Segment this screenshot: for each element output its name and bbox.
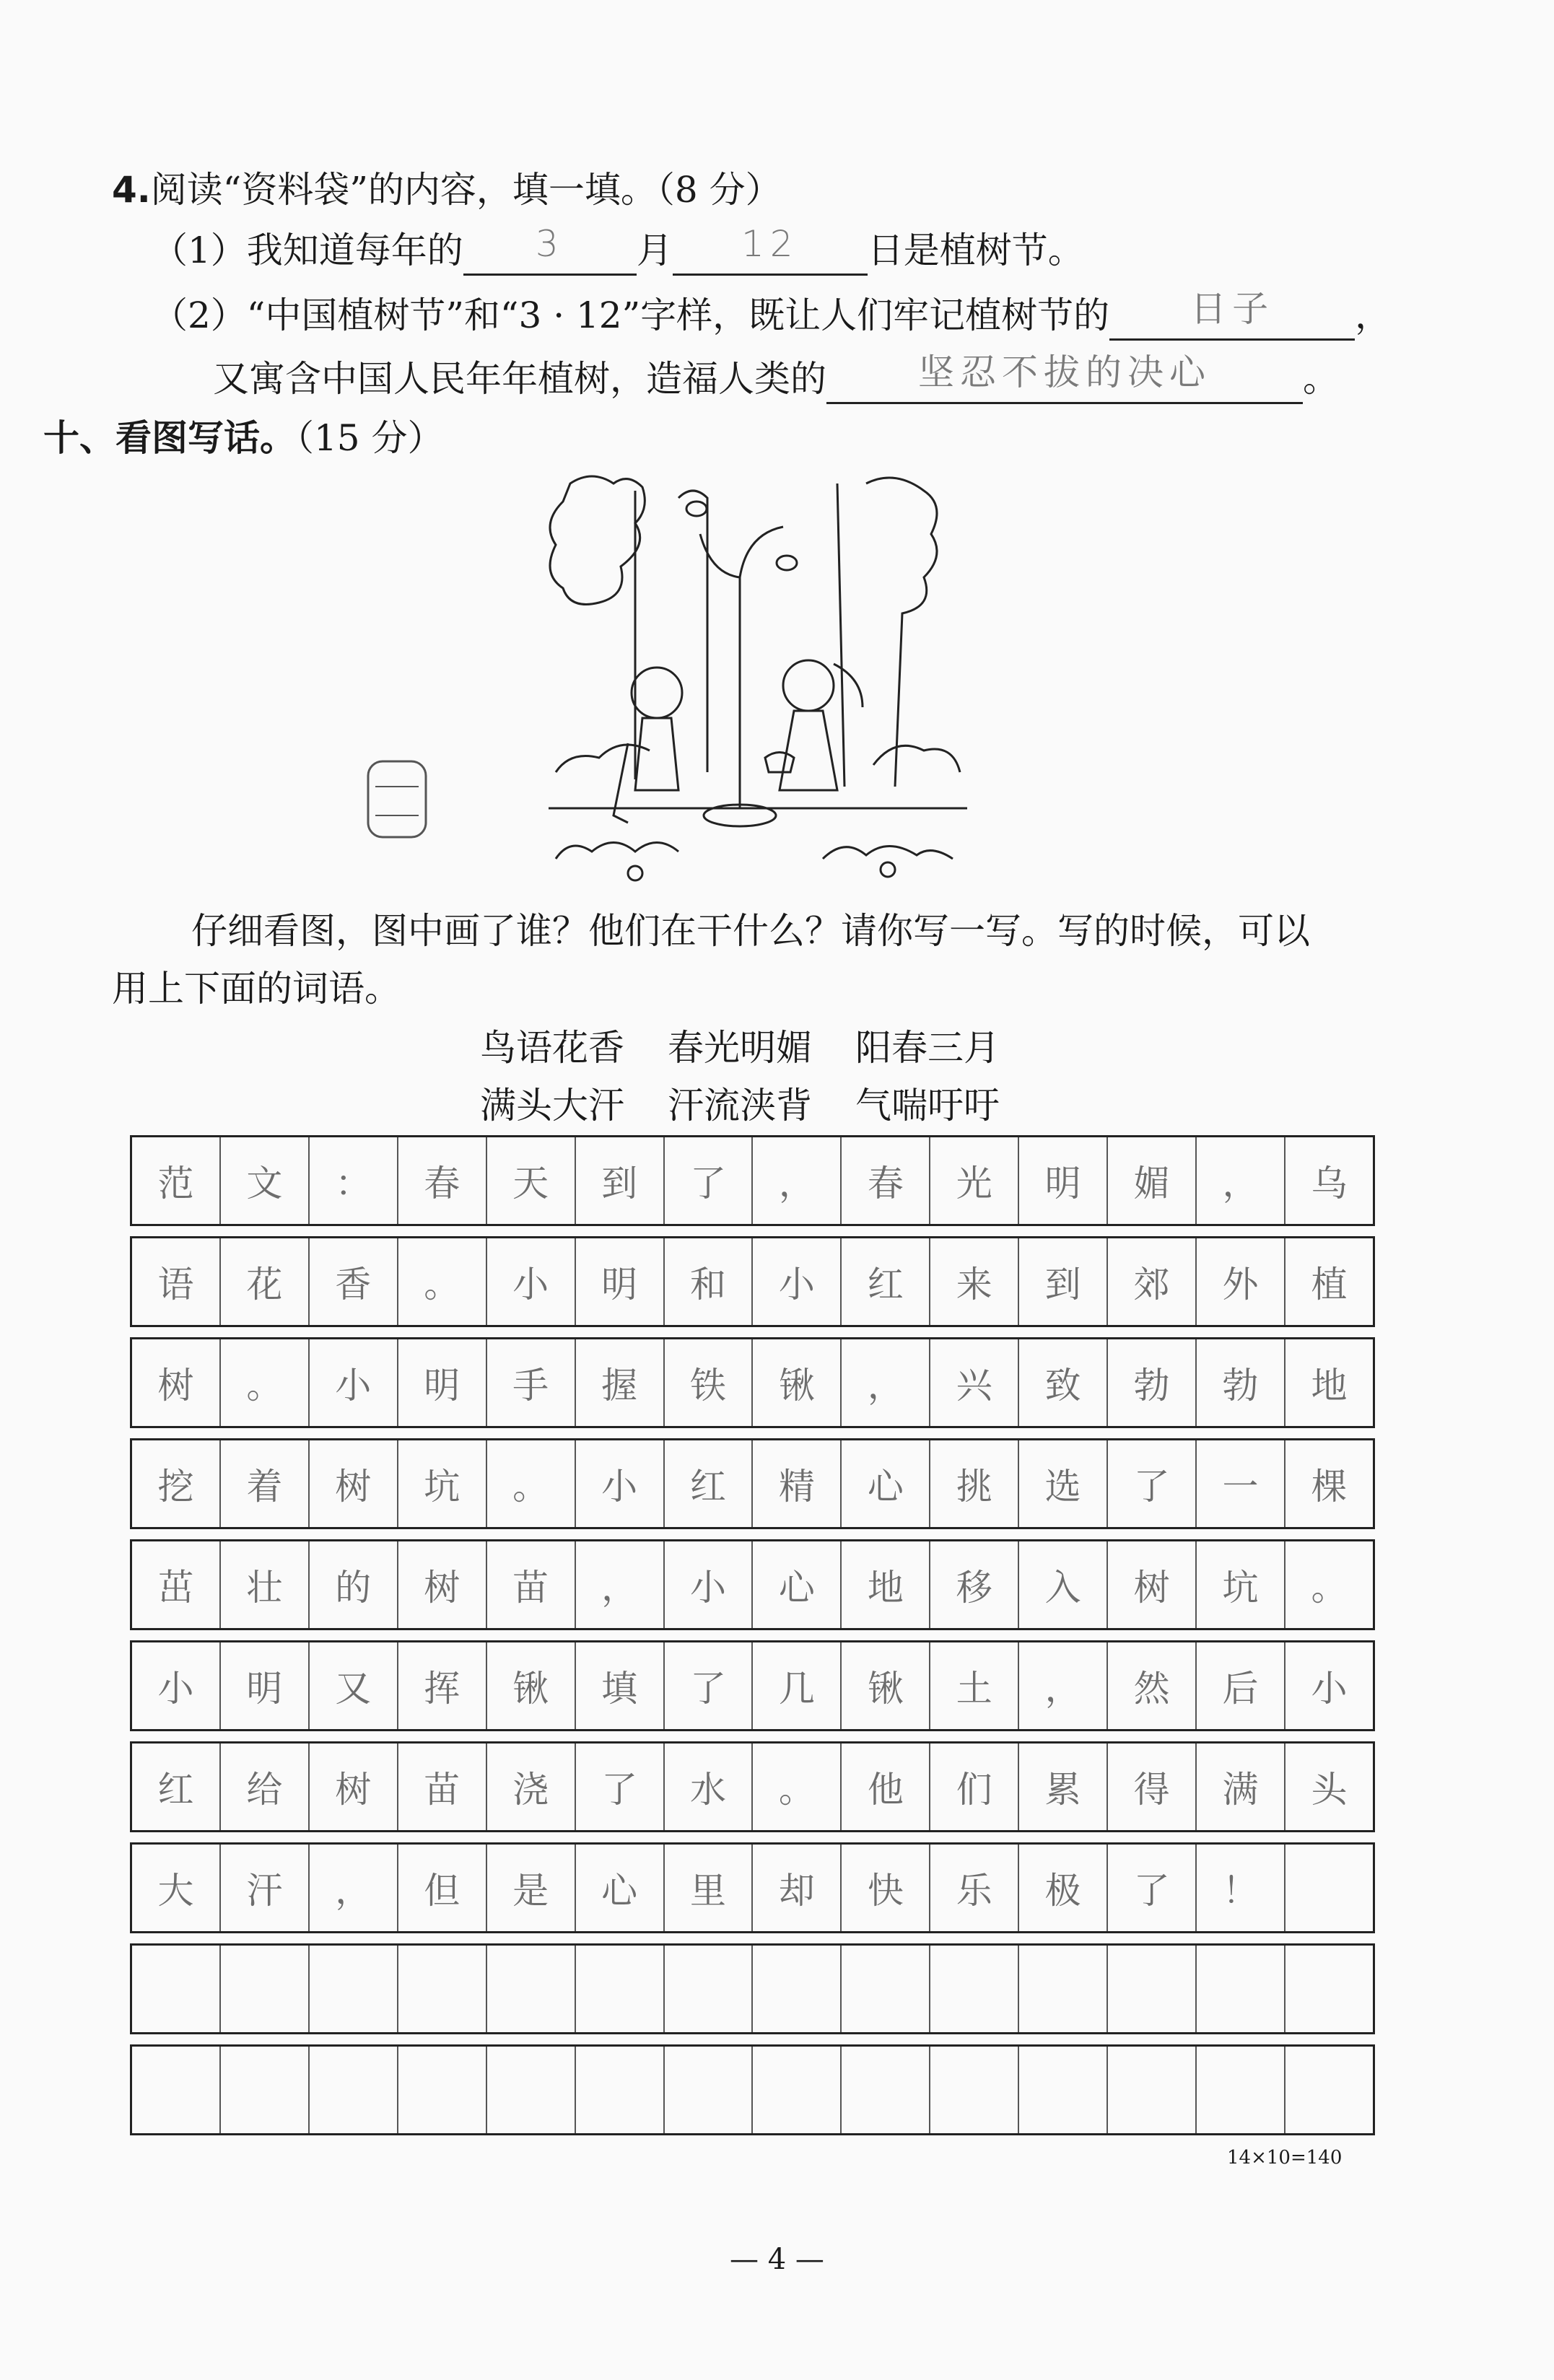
part2-suffix: ， <box>1355 294 1392 336</box>
grid-cell[interactable] <box>310 1946 398 2032</box>
word-item: 满头大汗 <box>480 1085 624 1126</box>
page-number: — 4 — <box>730 2243 824 2276</box>
grid-cell[interactable]: 然 <box>1108 1642 1197 1729</box>
grid-cell[interactable]: ， <box>753 1137 842 1224</box>
grid-cell[interactable]: 到 <box>576 1137 665 1224</box>
grid-cell[interactable]: 给 <box>221 1744 310 1830</box>
grid-cell[interactable]: 握 <box>576 1339 665 1426</box>
grid-cell[interactable]: 明 <box>398 1339 487 1426</box>
grid-row <box>130 1539 1375 1630</box>
section-10-heading <box>43 413 444 463</box>
grid-cell[interactable]: 媚 <box>1108 1137 1197 1224</box>
grid-cell[interactable]: 。 <box>487 1440 576 1527</box>
grid-cell[interactable]: 红 <box>132 1744 221 1830</box>
grid-cell[interactable]: 春 <box>398 1137 487 1224</box>
writing-instruction-cont <box>112 960 401 1018</box>
grid-cell[interactable]: 小 <box>310 1339 398 1426</box>
grid-cell[interactable]: ， <box>576 1541 665 1628</box>
writing-grid[interactable] <box>130 1135 1375 2145</box>
grid-cell[interactable]: 水 <box>665 1744 754 1830</box>
grid-cell[interactable]: 却 <box>753 1845 842 1931</box>
grid-cell[interactable]: 满 <box>1197 1744 1285 1830</box>
grid-cell[interactable] <box>753 2047 842 2133</box>
grid-cell[interactable]: ！ <box>1197 1845 1285 1931</box>
grid-cell[interactable]: 精 <box>753 1440 842 1527</box>
grid-cell[interactable] <box>221 1946 310 2032</box>
grid-cell[interactable]: 但 <box>398 1845 487 1931</box>
word-item: 汗流浃背 <box>668 1085 812 1126</box>
grid-cell[interactable]: 头 <box>1311 1769 1348 1811</box>
section-points: （15 分） <box>296 417 444 459</box>
word-item: 春光明媚 <box>668 1027 812 1069</box>
grid-cell[interactable]: 树 <box>310 1440 398 1527</box>
grid-cell[interactable]: 几 <box>753 1642 842 1729</box>
grid-cell[interactable]: 入 <box>1019 1541 1108 1628</box>
grid-row <box>130 1135 1375 1226</box>
grid-cell[interactable] <box>398 2047 487 2133</box>
grid-cell[interactable]: 里 <box>665 1845 754 1931</box>
grid-cell[interactable]: 。 <box>753 1744 842 1830</box>
writing-instruction <box>112 902 1440 960</box>
grid-cell-count: 14×10=140 <box>1227 2147 1343 2169</box>
answer-day: 12 <box>741 223 799 265</box>
grid-cell[interactable] <box>221 2047 310 2133</box>
grid-cell[interactable] <box>665 1946 754 2032</box>
grid-cell[interactable]: 锹 <box>753 1339 842 1426</box>
grid-cell[interactable]: ， <box>310 1845 398 1931</box>
grid-cell[interactable] <box>930 2047 1019 2133</box>
question-4-part-1 <box>152 225 1084 276</box>
grid-cell[interactable]: 棵 <box>1311 1466 1348 1508</box>
grid-cell[interactable]: 累 <box>1019 1744 1108 1830</box>
grid-cell[interactable]: 外 <box>1197 1238 1285 1325</box>
question-4-part-2 <box>152 290 1391 341</box>
grid-cell[interactable]: 小 <box>753 1238 842 1325</box>
question-4-title <box>112 165 782 215</box>
grid-cell[interactable]: 明 <box>221 1642 310 1729</box>
question-title-text: 阅读“资料袋”的内容，填一填。（8 分） <box>150 169 782 211</box>
homework-stamp <box>365 758 429 841</box>
grid-cell[interactable]: 语 <box>132 1238 221 1325</box>
grid-cell[interactable]: 选 <box>1019 1440 1108 1527</box>
grid-row <box>130 2044 1375 2135</box>
grid-cell[interactable]: ， <box>1197 1137 1285 1224</box>
grid-cell[interactable] <box>753 1946 842 2032</box>
grid-cell[interactable]: 了 <box>576 1744 665 1830</box>
grid-cell[interactable]: 小 <box>132 1642 221 1729</box>
question-number: 4. <box>112 169 151 211</box>
answer-spirit-blank[interactable] <box>826 351 1303 404</box>
grid-cell[interactable] <box>398 1946 487 2032</box>
grid-cell[interactable]: 挥 <box>398 1642 487 1729</box>
grid-cell[interactable]: 小 <box>576 1440 665 1527</box>
grid-cell[interactable]: 红 <box>842 1238 930 1325</box>
grid-row <box>130 1438 1375 1529</box>
grid-cell[interactable]: 汗 <box>221 1845 310 1931</box>
grid-cell[interactable]: 了 <box>1108 1845 1197 1931</box>
grid-cell[interactable]: 勃 <box>1108 1339 1197 1426</box>
grid-row <box>130 1640 1375 1731</box>
tree-planting-illustration <box>549 469 967 895</box>
grid-cell[interactable] <box>1285 1946 1373 2032</box>
grid-cell[interactable]: 锹 <box>842 1642 930 1729</box>
grid-cell[interactable]: 树 <box>310 1744 398 1830</box>
grid-cell[interactable]: 锹 <box>487 1642 576 1729</box>
grid-cell[interactable]: 极 <box>1019 1845 1108 1931</box>
answer-spirit: 坚忍不拔的决心 <box>918 351 1211 393</box>
grid-cell[interactable]: 范 <box>132 1137 221 1224</box>
answer-month-blank[interactable] <box>463 223 637 276</box>
grid-cell[interactable]: 的 <box>310 1541 398 1628</box>
grid-cell[interactable] <box>1197 1946 1285 2032</box>
grid-cell[interactable]: 明 <box>1019 1137 1108 1224</box>
grid-cell[interactable]: 春 <box>842 1137 930 1224</box>
grid-cell[interactable]: 树 <box>1108 1541 1197 1628</box>
grid-cell[interactable] <box>1285 1845 1373 1931</box>
grid-cell[interactable]: 坑 <box>1197 1541 1285 1628</box>
grid-cell[interactable]: 乌 <box>1311 1163 1348 1204</box>
grid-cell[interactable]: 挖 <box>132 1440 221 1527</box>
grid-cell[interactable]: 香 <box>310 1238 398 1325</box>
part2-cont-prefix: 又寓含中国人民年年植树，造福人类的 <box>213 358 826 400</box>
grid-cell[interactable]: 到 <box>1019 1238 1108 1325</box>
question-4-part-2-cont <box>213 351 1339 404</box>
grid-cell[interactable] <box>842 1946 930 2032</box>
grid-cell[interactable]: 了 <box>665 1137 754 1224</box>
grid-cell[interactable]: 快 <box>842 1845 930 1931</box>
grid-cell[interactable]: ， <box>1019 1642 1108 1729</box>
grid-cell[interactable] <box>1197 2047 1285 2133</box>
grid-cell[interactable]: 来 <box>930 1238 1019 1325</box>
answer-date: 日子 <box>1190 288 1275 330</box>
grid-cell[interactable] <box>1019 2047 1108 2133</box>
grid-row <box>130 1842 1375 1933</box>
grid-cell[interactable] <box>842 2047 930 2133</box>
grid-row <box>130 1337 1375 1428</box>
grid-cell[interactable]: ： <box>310 1137 398 1224</box>
grid-cell[interactable] <box>930 1946 1019 2032</box>
grid-cell[interactable] <box>576 1946 665 2032</box>
grid-cell[interactable]: 地 <box>1311 1365 1348 1406</box>
grid-cell[interactable]: ， <box>842 1339 930 1426</box>
grid-cell[interactable]: 壮 <box>221 1541 310 1628</box>
grid-cell[interactable]: 小 <box>665 1541 754 1628</box>
instruction-line-2: 用上下面的词语。 <box>112 968 401 1010</box>
word-item: 气喘吁吁 <box>855 1085 1000 1126</box>
grid-cell[interactable] <box>665 2047 754 2133</box>
grid-cell[interactable] <box>1108 1946 1197 2032</box>
grid-cell[interactable]: 是 <box>487 1845 576 1931</box>
grid-cell[interactable]: 心 <box>842 1440 930 1527</box>
word-bank-row-1 <box>480 1019 1043 1077</box>
grid-row <box>130 1943 1375 2034</box>
grid-cell[interactable]: 他 <box>842 1744 930 1830</box>
grid-cell[interactable]: 。 <box>1311 1567 1348 1609</box>
grid-cell[interactable]: 明 <box>576 1238 665 1325</box>
section-title: 十、看图写话。 <box>43 416 296 459</box>
grid-cell[interactable] <box>487 1946 576 2032</box>
answer-date-blank[interactable] <box>1109 288 1355 341</box>
grid-cell[interactable]: 树 <box>398 1541 487 1628</box>
grid-cell[interactable] <box>1285 2047 1373 2133</box>
grid-cell[interactable] <box>132 1946 221 2032</box>
grid-cell[interactable]: 土 <box>930 1642 1019 1729</box>
grid-cell[interactable]: 又 <box>310 1642 398 1729</box>
grid-cell[interactable]: 植 <box>1311 1264 1348 1305</box>
grid-cell[interactable]: 移 <box>930 1541 1019 1628</box>
grid-cell[interactable]: 花 <box>221 1238 310 1325</box>
part2-prefix: （2）“中国植树节”和“3 · 12”字样，既让人们牢记植树节的 <box>152 294 1110 336</box>
grid-cell[interactable]: 天 <box>487 1137 576 1224</box>
grid-cell[interactable]: 地 <box>842 1541 930 1628</box>
grid-cell[interactable]: 茁 <box>132 1541 221 1628</box>
grid-cell[interactable]: 兴 <box>930 1339 1019 1426</box>
grid-row <box>130 1236 1375 1327</box>
part1-middle: 月 <box>636 229 673 271</box>
grid-cell[interactable]: 心 <box>576 1845 665 1931</box>
grid-cell[interactable]: 。 <box>221 1339 310 1426</box>
word-item: 鸟语花香 <box>480 1027 624 1069</box>
grid-cell[interactable]: 坑 <box>398 1440 487 1527</box>
grid-cell[interactable]: 大 <box>132 1845 221 1931</box>
word-bank-row-2 <box>480 1077 1043 1134</box>
grid-cell[interactable]: 填 <box>576 1642 665 1729</box>
grid-cell[interactable]: 浇 <box>487 1744 576 1830</box>
word-item: 阳春三月 <box>855 1027 1000 1069</box>
grid-cell[interactable] <box>1108 2047 1197 2133</box>
grid-cell[interactable] <box>310 2047 398 2133</box>
grid-cell[interactable]: 着 <box>221 1440 310 1527</box>
answer-month: 3 <box>535 223 564 265</box>
grid-cell[interactable]: 了 <box>1108 1440 1197 1527</box>
grid-cell[interactable]: 苗 <box>398 1744 487 1830</box>
grid-cell[interactable]: 铁 <box>665 1339 754 1426</box>
grid-cell[interactable]: 苗 <box>487 1541 576 1628</box>
grid-cell[interactable] <box>576 2047 665 2133</box>
grid-cell[interactable]: 们 <box>930 1744 1019 1830</box>
part1-prefix: （1）我知道每年的 <box>152 229 463 271</box>
instruction-line-1: 仔细看图，图中画了谁？他们在干什么？请你写一写。写的时候，可以 <box>191 910 1310 952</box>
grid-cell[interactable]: 小 <box>487 1238 576 1325</box>
grid-cell[interactable] <box>132 2047 221 2133</box>
grid-row <box>130 1741 1375 1832</box>
grid-cell[interactable] <box>487 2047 576 2133</box>
grid-cell[interactable]: 小 <box>1311 1668 1348 1710</box>
grid-cell[interactable]: 树 <box>132 1339 221 1426</box>
grid-cell[interactable]: 后 <box>1197 1642 1285 1729</box>
grid-cell[interactable]: 光 <box>930 1137 1019 1224</box>
answer-day-blank[interactable] <box>673 223 868 276</box>
grid-cell[interactable]: 一 <box>1197 1440 1285 1527</box>
part1-suffix: 日是植树节。 <box>867 229 1084 271</box>
grid-cell[interactable]: 乐 <box>930 1845 1019 1931</box>
grid-cell[interactable]: 挑 <box>930 1440 1019 1527</box>
grid-cell[interactable]: 了 <box>665 1642 754 1729</box>
part2-cont-suffix: 。 <box>1303 358 1339 400</box>
grid-cell[interactable]: 和 <box>665 1238 754 1325</box>
grid-cell[interactable]: 勃 <box>1197 1339 1285 1426</box>
grid-cell[interactable]: 致 <box>1019 1339 1108 1426</box>
grid-cell[interactable]: 郊 <box>1108 1238 1197 1325</box>
grid-cell[interactable]: 得 <box>1108 1744 1197 1830</box>
grid-cell[interactable]: 。 <box>398 1238 487 1325</box>
grid-cell[interactable]: 文 <box>221 1137 310 1224</box>
grid-cell[interactable]: 心 <box>753 1541 842 1628</box>
grid-cell[interactable]: 手 <box>487 1339 576 1426</box>
grid-cell[interactable] <box>1019 1946 1108 2032</box>
grid-cell[interactable]: 红 <box>665 1440 754 1527</box>
